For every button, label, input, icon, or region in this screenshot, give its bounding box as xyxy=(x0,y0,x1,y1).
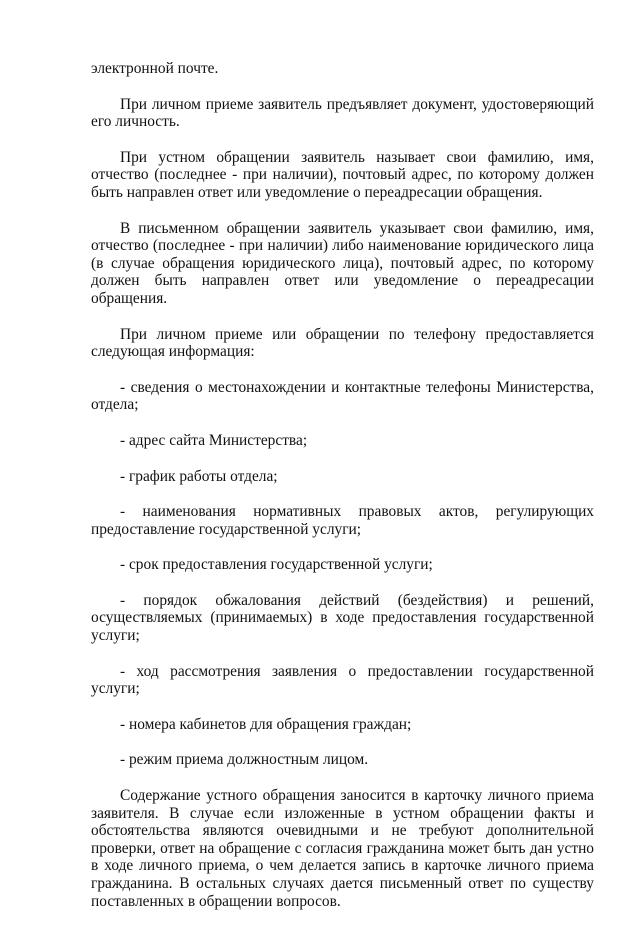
paragraph-oral-content: Содержание устного обращения заносится в карточку личного приема заявителя. В случае если изложенные в устном обращении факты и обстоятельства являются очевидными и не требуют дополнительной проверки, ответ на обращение с согласия гражданина может быть дан устно в ходе личного приема, о чем делается запись в карточке личного приема гражданина. В остальных случаях дается письменный ответ по существу поставленных в обращении вопросов. xyxy=(91,787,594,910)
list-item-reception: - режим приема должностным лицом. xyxy=(120,751,369,769)
list-item-rooms: - номера кабинетов для обращения граждан; xyxy=(120,715,412,733)
paragraph-oral-request: При устном обращении заявитель называет свои фамилию, имя, отчество (последнее - при наличии), почтовый адрес, по которому должен быть направлен ответ или уведомление о переадресации обращения. xyxy=(91,148,594,201)
list-item-location: - сведения о местонахождении и контактные телефоны Министерства, отдела; xyxy=(91,378,594,414)
paragraph-written-request: В письменном обращении заявитель указывает свои фамилию, имя, отчество (последнее - при наличии) либо наименование юридического лица (в случае обращения юридического лица), почтовый адрес, по которому должен быть направлен ответ или уведомление о переадресации обращения. xyxy=(91,219,594,307)
list-item-appeal: - порядок обжалования действий (бездействия) и решений, осуществляемых (принимаемых) в ходе предоставления государственной услуги; xyxy=(91,591,594,645)
list-item-website: - адрес сайта Министерства; xyxy=(120,431,308,449)
paragraph-continuation: электронной почте. xyxy=(91,60,219,77)
list-item-legal-acts: - наименования нормативных правовых актов, регулирующих предоставление государственной услуги; xyxy=(91,503,594,538)
list-item-schedule: - график работы отдела; xyxy=(120,467,278,485)
paragraph-identity-document: При личном приеме заявитель предъявляет документ, удостоверяющий его личность. xyxy=(91,95,594,131)
paragraph-info-intro: При личном приеме или обращении по телефону предоставляется следующая информация: xyxy=(91,325,594,361)
list-item-term: - срок предоставления государственной услуги; xyxy=(120,556,433,574)
document-page xyxy=(91,60,594,928)
list-item-progress: - ход рассмотрения заявления о предоставлении государственной услуги; xyxy=(91,662,594,698)
